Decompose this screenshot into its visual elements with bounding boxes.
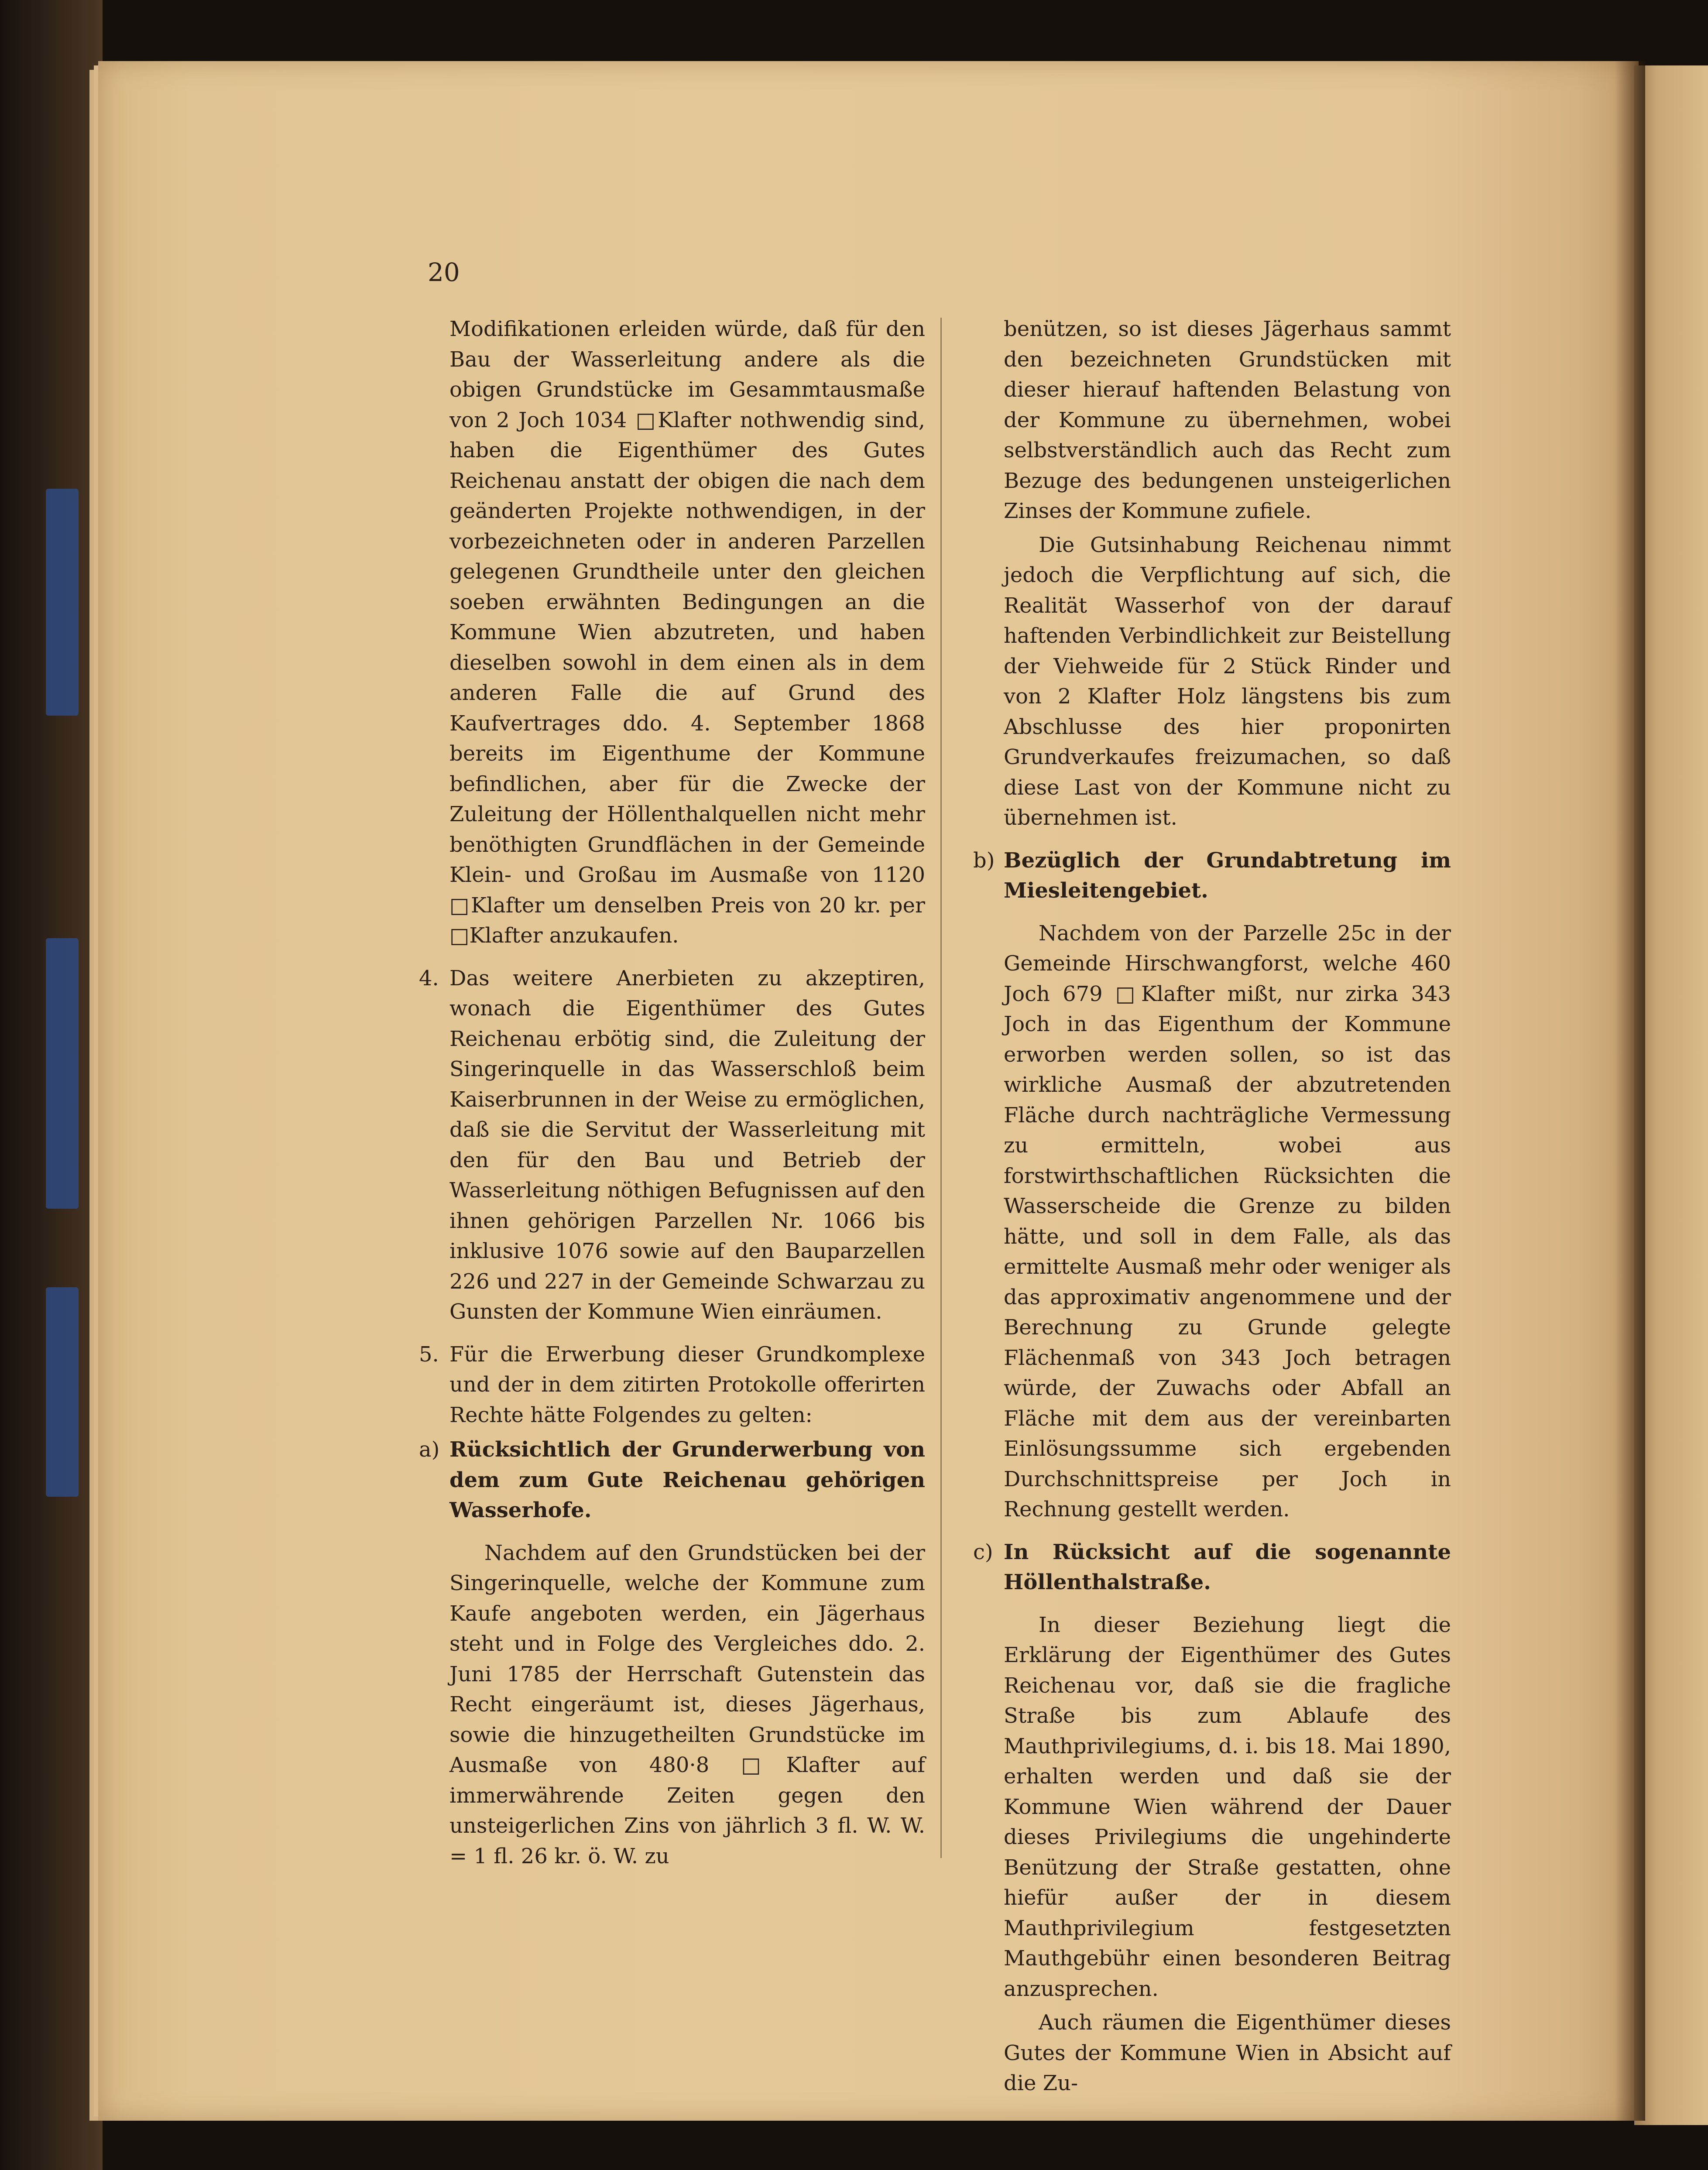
column-divider bbox=[940, 318, 942, 1858]
book-spine bbox=[0, 0, 103, 2170]
section-heading: Rücksichtlich der Grunderwerbung von dem zum Gute Reichenau gehörigen Wasserhofe. bbox=[449, 1437, 925, 1522]
left-column bbox=[419, 314, 925, 1872]
list-marker: c) bbox=[973, 1539, 993, 1564]
paragraph: benützen, so ist dieses Jägerhaus sammt den bezeichneten Grundstücken mit dieser hierauf haftenden Belastung von der Kommune zu übernehmen, wobei selbstverständlich auch das Recht zum Bezuge des bedungenen unsteigerlichen Zinses der Kommune zufiele. bbox=[1004, 317, 1451, 523]
paragraph: Modifikationen erleiden würde, daß für den Bau der Wasserleitung andere als die obigen Grundstücke im Gesammtausmaße von 2 Joch 1034 □Klafter nothwendig sind, haben die Eigenthümer des Gutes Reichenau anstatt der obigen die nach dem geänderten Projekte nothwendigen, in der vorbezeichneten oder in anderen Parzellen gelegenen Grundtheile unter den gleichen soeben erwähnten Bedingungen an die Kommune Wien abzutreten, und haben dieselben sowohl in dem einen als in dem anderen Falle die auf Grund des Kaufvertrages ddo. 4. September 1868 bereits im Eigenthume der Kommune befindlichen, aber für die Zwecke der Zuleitung der Höllenthalquellen nicht mehr benöthigten Grundflächen in der Gemeinde Klein- und Großau im Ausmaße von 1120 □Klafter um denselben Preis von 20 kr. per □Klafter anzukaufen. bbox=[449, 317, 925, 948]
book-gutter bbox=[1615, 61, 1645, 2121]
paragraph: Das weitere Anerbieten zu akzeptiren, wonach die Eigenthümer des Gutes Reichenau erbötig sind, die Zuleitung der Singerinquelle in das Wasserschloß beim Kaiserbrunnen in der Weise zu ermöglichen, daß sie die Servitut der Wasserleitung mit den für den Bau und Betrieb der Wasserleitung nöthigen Befugnissen auf den ihnen gehörigen Parzellen Nr. 1066 bis inklusive 1076 sowie auf den Bauparzellen 226 und 227 in der Gemeinde Schwarzau zu Gunsten der Kommune Wien einräumen. bbox=[449, 966, 925, 1324]
facing-page-edge bbox=[1634, 65, 1708, 2125]
list-item-c bbox=[973, 1537, 1451, 1598]
list-item-b bbox=[973, 846, 1451, 906]
list-item-a bbox=[419, 1435, 925, 1526]
paragraph: Auch räumen die Eigenthümer dieses Gutes der Kommune Wien in Absicht auf die Zu- bbox=[1004, 2010, 1451, 2095]
list-item-5 bbox=[419, 1340, 925, 1431]
paragraph: Die Gutsinhabung Reichenau nimmt jedoch die Verpflichtung auf sich, die Realität Wasserhof von der darauf haftenden Verbindlichkeit zur Beistellung der Viehweide für 2 Stück Rinder und von 2 Klafter Holz längstens bis zum Abschlusse des hier proponirten Grundverkaufes freizumachen, so daß diese Last von der Kommune nicht zu übernehmen ist. bbox=[1004, 532, 1451, 830]
list-marker: 4. bbox=[419, 966, 439, 991]
section-heading: Bezüglich der Grundabtretung im Miesleitengebiet. bbox=[1004, 848, 1451, 903]
paragraph: In dieser Beziehung liegt die Erklärung der Eigenthümer des Gutes Reichenau vor, daß sie die fragliche Straße bis zum Ablaufe des Mauthprivilegiums, d. i. bis 18. Mai 1890, erhalten werden und daß sie der Kommune Wien während der Dauer dieses Privilegiums die ungehinderte Benützung der Straße gestatten, ohne hiefür außer der in diesem Mauthprivilegium festgesetzten Mauthgebühr einen besonderen Beitrag anzusprechen. bbox=[1004, 1612, 1451, 2001]
paragraph: Nachdem auf den Grundstücken bei der Singerinquelle, welche der Kommune zum Kaufe angeboten werden, ein Jägerhaus steht und in Folge des Vergleiches ddo. 2. Juni 1785 der Herrschaft Gutenstein das Recht eingeräumt ist, dieses Jägerhaus, sowie die hinzugetheilten Grundstücke im Ausmaße von 480·8 □Klafter auf immerwährende Zeiten gegen den unsteigerlichen Zins von jährlich 3 fl. W. W. = 1 fl. 26 kr. ö. W. zu bbox=[449, 1540, 925, 1868]
section-heading: In Rücksicht auf die sogenannte Höllenthalstraße. bbox=[1004, 1539, 1451, 1594]
right-column bbox=[973, 314, 1451, 2099]
paragraph: Für die Erwerbung dieser Grundkomplexe und der in dem zitirten Protokolle offerirten Rechte hätte Folgendes zu gelten: bbox=[449, 1342, 925, 1427]
page-number: 20 bbox=[428, 257, 460, 287]
list-marker: a) bbox=[419, 1437, 440, 1462]
list-marker: 5. bbox=[419, 1342, 439, 1367]
paragraph: Nachdem von der Parzelle 25c in der Gemeinde Hirschwangforst, welche 460 Joch 679 □Klafter mißt, nur zirka 343 Joch in das Eigenthum der Kommune erworben werden sollen, so ist das wirkliche Ausmaß der abzutretenden Fläche durch nachträgliche Vermessung zu ermitteln, wobei aus forstwirthschaftlichen Rücksichten die Wasserscheide die Grenze zu bilden hätte, und soll in dem Falle, als das ermittelte Ausmaß mehr oder weniger als das approximativ angenommene und der Berechnung zu Grunde gelegte Flächenmaß von 343 Joch betragen würde, der Zuwachs oder Abfall an Fläche mit dem aus der vereinbarten Einlösungssumme sich ergebenden Durchschnittspreise per Joch in Rechnung gestellt werden. bbox=[1004, 921, 1451, 1522]
list-marker: b) bbox=[973, 848, 995, 873]
list-item-4 bbox=[419, 963, 925, 1327]
